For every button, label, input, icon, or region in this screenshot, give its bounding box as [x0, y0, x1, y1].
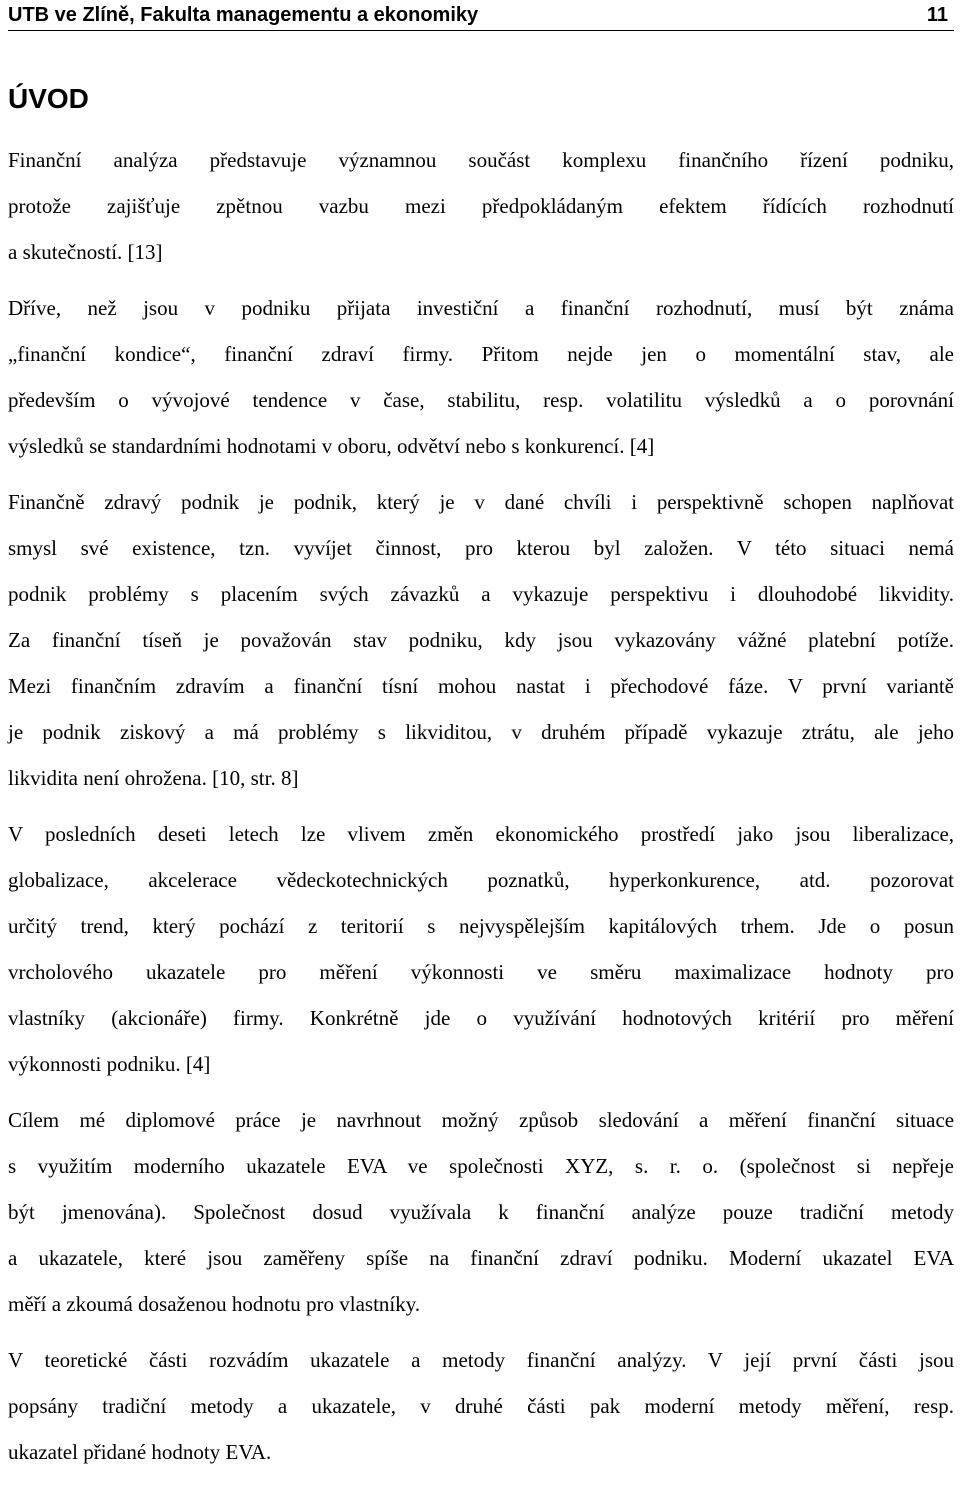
paragraph-2: [8, 285, 954, 469]
text-line: globalizace, akcelerace vědeckotechnických poznatků, hyperkonkurence, atd. pozorovat: [8, 868, 954, 892]
text-line: Finančně zdravý podnik je podnik, který je v dané chvíli i perspektivně schopen naplňovat: [8, 490, 954, 514]
paragraph-1: [8, 137, 954, 275]
header-title: UTB ve Zlíně, Fakulta managementu a ekonomiky: [8, 3, 479, 26]
text-line: Za finanční tíseň je považován stav podniku, kdy jsou vykazovány vážné platební potíže.: [8, 628, 954, 652]
text-line: vrcholového ukazatele pro měření výkonnosti ve směru maximalizace hodnoty pro: [8, 960, 954, 984]
paragraph-3: [8, 479, 954, 801]
text-line: V teoretické části rozvádím ukazatele a metody finanční analýzy. V její první části jsou: [8, 1348, 954, 1372]
page-header: [8, 0, 954, 31]
text-line: je podnik ziskový a má problémy s likviditou, v druhém případě vykazuje ztrátu, ale jeho: [8, 720, 954, 744]
text-line: výkonnosti podniku. [4]: [8, 1052, 211, 1076]
page-number: 11: [926, 3, 948, 26]
text-line: „finanční kondice“, finanční zdraví firmy. Přitom nejde jen o momentální stav, ale: [8, 342, 954, 366]
text-line: vlastníky (akcionáře) firmy. Konkrétně jde o využívání hodnotových kritérií pro měření: [8, 1006, 954, 1030]
text-line: protože zajišťuje zpětnou vazbu mezi předpokládaným efektem řídících rozhodnutí: [8, 194, 954, 218]
paragraph-6: [8, 1337, 954, 1475]
text-line: výsledků se standardními hodnotami v oboru, odvětví nebo s konkurencí. [4]: [8, 434, 655, 458]
paragraph-4: [8, 811, 954, 1087]
text-line: Cílem mé diplomové práce je navrhnout možný způsob sledování a měření finanční situace: [8, 1108, 954, 1132]
body-text: [8, 137, 954, 1485]
text-line: Mezi finančním zdravím a finanční tísní mohou nastat i přechodové fáze. V první variantě: [8, 674, 954, 698]
text-line: popsány tradiční metody a ukazatele, v druhé části pak moderní metody měření, resp.: [8, 1394, 954, 1418]
section-title: ÚVOD: [8, 83, 89, 114]
text-line: podnik problémy s placením svých závazků a vykazuje perspektivu i dlouhodobé likvidity.: [8, 582, 954, 606]
text-line: smysl své existence, tzn. vyvíjet činnost, pro kterou byl založen. V této situaci nemá: [8, 536, 954, 560]
text-line: především o vývojové tendence v čase, stabilitu, resp. volatilitu výsledků a o porovnání: [8, 388, 954, 412]
text-line: likvidita není ohrožena. [10, str. 8]: [8, 766, 299, 790]
text-line: být jmenována). Společnost dosud využívala k finanční analýze pouze tradiční metody: [8, 1200, 954, 1224]
text-line: s využitím moderního ukazatele EVA ve společnosti XYZ, s. r. o. (společnost si nepřeje: [8, 1154, 954, 1178]
text-line: Finanční analýza představuje významnou součást komplexu finančního řízení podniku,: [8, 148, 954, 172]
text-line: V posledních deseti letech lze vlivem změn ekonomického prostředí jako jsou liberalizace,: [8, 822, 954, 846]
text-line: a skutečností. [13]: [8, 240, 163, 264]
text-line: určitý trend, který pochází z teritorií s nejvyspělejším kapitálových trhem. Jde o posun: [8, 914, 954, 938]
text-line: Dříve, než jsou v podniku přijata investiční a finanční rozhodnutí, musí být známa: [8, 296, 954, 320]
paragraph-5: [8, 1097, 954, 1327]
text-line: a ukazatele, které jsou zaměřeny spíše na finanční zdraví podniku. Moderní ukazatel EVA: [8, 1246, 954, 1270]
text-line: měří a zkoumá dosaženou hodnotu pro vlastníky.: [8, 1292, 421, 1316]
text-line: ukazatel přidané hodnoty EVA.: [8, 1440, 272, 1464]
